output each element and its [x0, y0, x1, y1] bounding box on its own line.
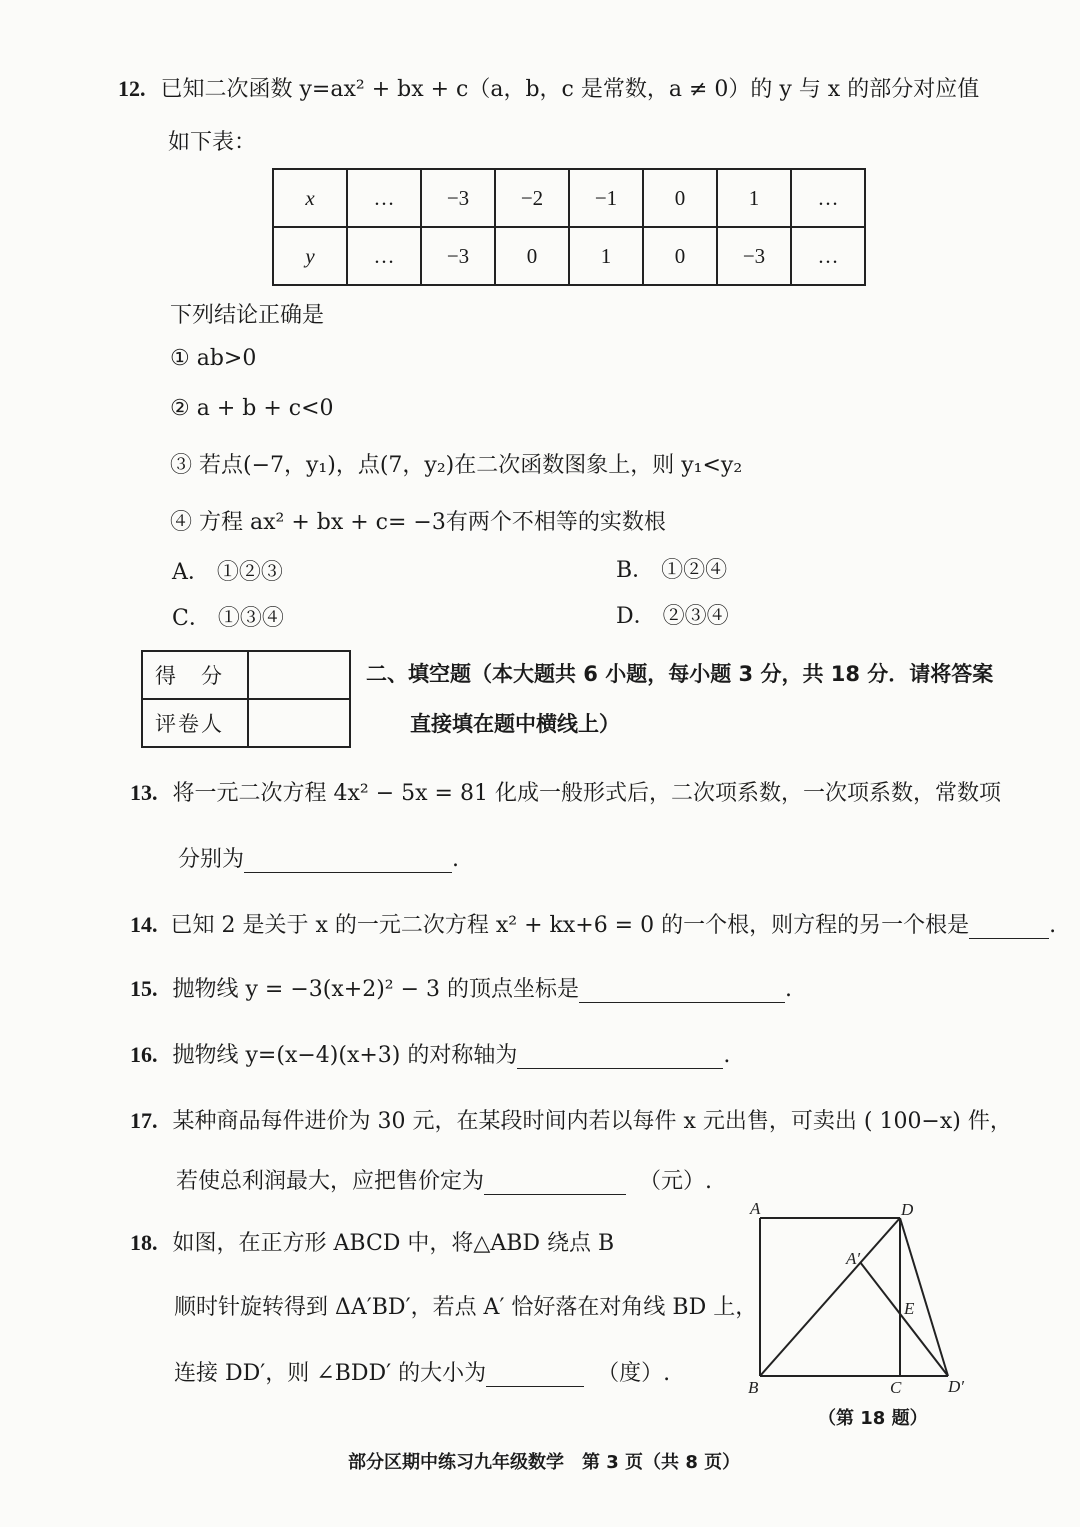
table-cell: … [791, 169, 865, 227]
question-12-prompt: 下列结论正确是 [170, 303, 325, 328]
section-2-heading-2: 直接填在题中横线上） [410, 712, 620, 736]
score-field[interactable] [248, 651, 350, 699]
table-cell: −3 [421, 227, 495, 285]
geometry-figure [740, 1198, 980, 1398]
grader-label: 评卷人 [142, 699, 248, 747]
question-15-number: 15. [130, 976, 158, 1001]
question-18-text-3: 连接 DD′，则 ∠BDD′ 的大小为 [174, 1361, 487, 1386]
segment-a1d1 [860, 1262, 948, 1376]
question-17 [130, 1104, 1012, 1135]
question-18-line-3 [174, 1356, 670, 1387]
option-a[interactable]: A． ①②③ [172, 560, 283, 585]
question-18-text-2: 顺时针旋转得到 ΔA′BD′，若点 A′ 恰好落在对角线 BD 上， [174, 1295, 758, 1320]
question-14-number: 14. [130, 912, 158, 937]
question-16: 16. 抛物线 y=(x−4)(x+3) 的对称轴为 . [130, 1042, 731, 1068]
question-12-stem [118, 72, 979, 103]
question-17-unit: （元）. [639, 1169, 713, 1194]
table-cell: 0 [495, 227, 569, 285]
label-d-prime: D′ [948, 1377, 964, 1396]
statement-4: ④ 方程 ax² + bx + c= −3有两个不相等的实数根 [170, 510, 666, 535]
table-row-y [273, 227, 865, 285]
question-13-text: 将一元二次方程 4x² − 5x = 81 化成一般形式后，二次项系数，一次项系数，常数项 [172, 781, 1001, 806]
statement-3: ③ 若点(−7，y₁)，点(7，y₂)在二次函数图象上，则 y₁<y₂ [170, 453, 743, 478]
segment-dd1 [900, 1218, 948, 1376]
table-cell: 0 [643, 169, 717, 227]
question-13 [130, 776, 1001, 807]
grader-field[interactable] [248, 699, 350, 747]
figure-caption: （第 18 题） [818, 1408, 928, 1429]
question-15-text: 抛物线 y = −3(x+2)² − 3 的顶点坐标是 [172, 977, 580, 1002]
label-c: C [890, 1378, 902, 1397]
label-a-prime: A′ [846, 1249, 861, 1268]
table-row-x [273, 169, 865, 227]
answer-blank-13[interactable] [244, 850, 452, 873]
label-b: B [748, 1378, 759, 1397]
question-13-line-2: 分别为 . [178, 847, 460, 872]
diagonal-bd [760, 1218, 900, 1376]
question-18 [130, 1226, 614, 1257]
question-13-number: 13. [130, 780, 158, 805]
value-table [272, 168, 866, 286]
table-cell: 0 [643, 227, 717, 285]
page-footer: 部分区期中练习九年级数学 第 3 页（共 8 页） [348, 1452, 741, 1473]
question-12-stem-2: 如下表： [168, 130, 257, 155]
question-18-unit: （度）. [597, 1361, 671, 1386]
option-d[interactable]: D． ②③④ [616, 604, 729, 629]
score-box [141, 650, 351, 748]
question-14: 14. 已知 2 是关于 x 的一元二次方程 x² + kx+6 = 0 的一个根，则方程的另一个根是 . [130, 912, 1057, 938]
question-18-text: 如图，在正方形 ABCD 中，将△ABD 绕点 B [172, 1231, 615, 1256]
table-cell: −2 [495, 169, 569, 227]
question-16-number: 16. [130, 1042, 158, 1067]
question-17-text: 某种商品每件进价为 30 元，在某段时间内若以每件 x 元出售，可卖出 ( 100−x) 件， [172, 1109, 1012, 1134]
table-cell: −1 [569, 169, 643, 227]
question-14-text: 已知 2 是关于 x 的一元二次方程 x² + kx+6 = 0 的一个根，则方程的另一个根是 [170, 913, 970, 938]
table-cell: −3 [421, 169, 495, 227]
label-e: E [904, 1299, 915, 1318]
table-cell: −3 [717, 227, 791, 285]
statement-2: ② a + b + c<0 [170, 396, 334, 421]
question-16-text: 抛物线 y=(x−4)(x+3) 的对称轴为 [172, 1043, 518, 1068]
answer-blank-18[interactable] [486, 1364, 584, 1387]
table-cell: 1 [569, 227, 643, 285]
question-17-number: 17. [130, 1108, 158, 1133]
question-17-line-2 [176, 1164, 712, 1195]
answer-blank-14[interactable] [969, 916, 1049, 939]
table-cell: 1 [717, 169, 791, 227]
question-15: 15. 抛物线 y = −3(x+2)² − 3 的顶点坐标是 . [130, 976, 793, 1002]
statement-1: ① ab>0 [170, 346, 257, 371]
table-cell: … [347, 169, 421, 227]
table-header-x: x [273, 169, 347, 227]
question-12-text: 已知二次函数 y=ax² + bx + c（a，b，c 是常数，a ≠ 0）的 y 与 x 的部分对应值 [160, 77, 980, 102]
option-b[interactable]: B． ①②④ [616, 558, 728, 583]
table-cell: … [347, 227, 421, 285]
answer-blank-17[interactable] [484, 1172, 626, 1195]
answer-blank-16[interactable] [517, 1046, 723, 1069]
question-13-text-2: 分别为 [178, 847, 245, 872]
section-2-heading: 二、填空题（本大题共 6 小题，每小题 3 分，共 18 分．请将答案 [366, 662, 994, 686]
question-18-number: 18. [130, 1230, 158, 1255]
question-12-number: 12. [118, 76, 146, 101]
question-17-text-2: 若使总利润最大，应把售价定为 [176, 1169, 485, 1194]
label-d: D [901, 1200, 914, 1219]
label-a: A [750, 1199, 761, 1218]
table-cell: … [791, 227, 865, 285]
option-c[interactable]: C． ①③④ [172, 606, 284, 631]
answer-blank-15[interactable] [579, 980, 785, 1003]
score-label: 得 分 [142, 651, 248, 699]
table-header-y: y [273, 227, 347, 285]
